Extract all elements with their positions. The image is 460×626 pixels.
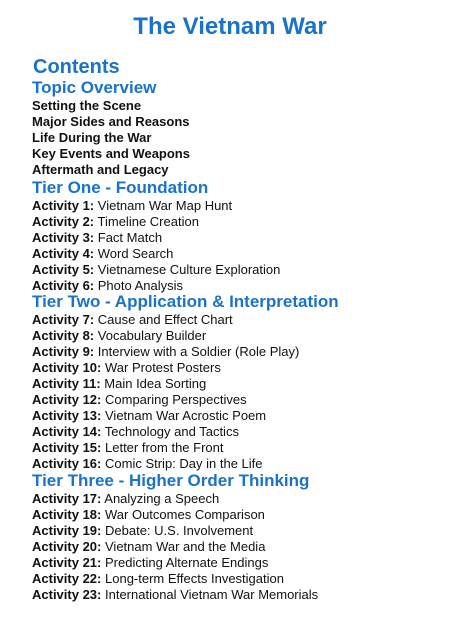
activity-title: Photo Analysis	[97, 278, 184, 293]
activity-label: Activity 1:	[32, 198, 95, 213]
activity-label: Activity 5:	[32, 262, 95, 277]
activity-title: Comic Strip: Day in the Life	[105, 456, 263, 471]
activity-title: War Outcomes Comparison	[105, 507, 265, 522]
activity-label: Activity 21:	[32, 555, 102, 570]
activity-label: Activity 9:	[32, 344, 95, 359]
activity-title: Vietnam War Acrostic Poem	[105, 408, 267, 423]
activity-item	[32, 392, 247, 408]
activity-item	[32, 491, 219, 507]
activity-label: Activity 7:	[32, 312, 95, 327]
activity-title: Timeline Creation	[97, 214, 199, 229]
activity-title: Analyzing a Speech	[104, 491, 220, 506]
activity-title: Comparing Perspectives	[105, 392, 247, 407]
topic-item: Aftermath and Legacy	[32, 162, 169, 177]
activity-title: Technology and Tactics	[104, 424, 239, 439]
activity-label: Activity 22:	[32, 571, 102, 586]
activity-label: Activity 23:	[32, 587, 102, 602]
activity-item	[32, 571, 284, 587]
activity-item	[32, 360, 221, 376]
activity-item	[32, 344, 299, 360]
activity-label: Activity 17:	[32, 491, 102, 506]
activity-title: War Protest Posters	[105, 360, 221, 375]
activity-item	[32, 328, 206, 344]
activity-item	[32, 424, 239, 440]
topic-item: Key Events and Weapons	[32, 146, 190, 161]
activity-item	[32, 198, 232, 214]
activity-item	[32, 408, 266, 424]
section-heading-tier-two: Tier Two - Application & Interpretation	[32, 292, 339, 311]
section-heading-tier-one: Tier One - Foundation	[32, 178, 209, 197]
activity-title: Vocabulary Builder	[97, 328, 207, 343]
activity-item	[32, 523, 253, 539]
activity-item	[32, 539, 265, 555]
activity-label: Activity 20:	[32, 539, 102, 554]
activity-item	[32, 440, 224, 456]
topic-item: Setting the Scene	[32, 98, 142, 113]
activity-title: Word Search	[97, 246, 174, 261]
activity-title: Cause and Effect Chart	[97, 312, 233, 327]
activity-label: Activity 14:	[32, 424, 102, 439]
contents-heading: Contents	[33, 56, 120, 78]
activity-item	[32, 246, 173, 262]
activity-title: Debate: U.S. Involvement	[105, 523, 254, 538]
activity-title: Vietnam War Map Hunt	[97, 198, 233, 213]
activity-label: Activity 3:	[32, 230, 95, 245]
activity-label: Activity 6:	[32, 278, 95, 293]
activity-label: Activity 18:	[32, 507, 102, 522]
activity-item	[32, 312, 233, 328]
activity-item	[32, 376, 206, 392]
activity-label: Activity 13:	[32, 408, 102, 423]
activity-item	[32, 262, 280, 278]
activity-item	[32, 456, 263, 472]
activity-label: Activity 11:	[32, 376, 101, 391]
activity-label: Activity 19:	[32, 523, 102, 538]
activity-item	[32, 555, 268, 571]
activity-title: Vietnamese Culture Exploration	[97, 262, 281, 277]
activity-title: Predicting Alternate Endings	[105, 555, 269, 570]
activity-title: Main Idea Sorting	[104, 376, 207, 391]
activity-item	[32, 507, 265, 523]
activity-label: Activity 8:	[32, 328, 95, 343]
activity-label: Activity 16:	[32, 456, 102, 471]
activity-label: Activity 4:	[32, 246, 95, 261]
activity-label: Activity 2:	[32, 214, 95, 229]
activity-item	[32, 230, 162, 246]
activity-title: Letter from the Front	[105, 440, 224, 455]
activity-label: Activity 10:	[32, 360, 102, 375]
activity-title: Interview with a Soldier (Role Play)	[97, 344, 300, 359]
activity-label: Activity 12:	[32, 392, 102, 407]
activity-item	[32, 587, 318, 603]
topic-item: Major Sides and Reasons	[32, 114, 190, 129]
activity-title: Vietnam War and the Media	[105, 539, 266, 554]
page-title: The Vietnam War	[133, 13, 327, 40]
activity-title: International Vietnam War Memorials	[105, 587, 319, 602]
topic-item: Life During the War	[32, 130, 152, 145]
section-heading-topic-overview: Topic Overview	[32, 78, 157, 97]
activity-title: Fact Match	[97, 230, 163, 245]
activity-item	[32, 214, 199, 230]
activity-title: Long-term Effects Investigation	[105, 571, 284, 586]
section-heading-tier-three: Tier Three - Higher Order Thinking	[32, 471, 310, 490]
activity-label: Activity 15:	[32, 440, 102, 455]
